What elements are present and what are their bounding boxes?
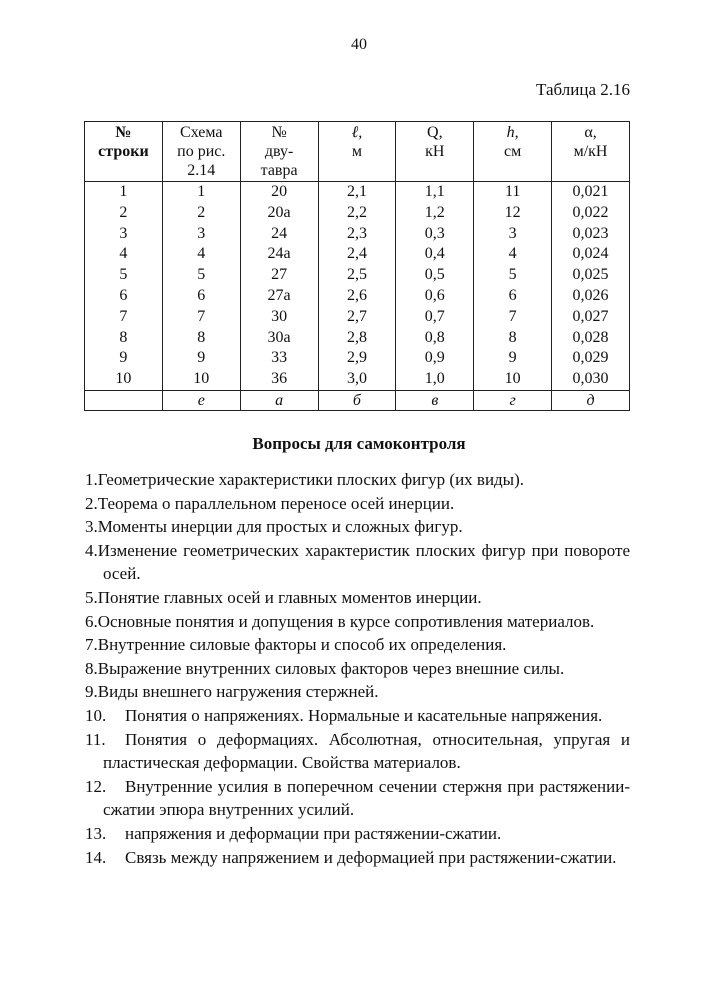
question-item [85,610,630,634]
table-cell: 3,0 [318,369,396,390]
table-cell: 12 [474,203,552,224]
table-row [85,224,630,245]
table-cell: 0,5 [396,265,474,286]
question-item [85,728,630,775]
column-header [162,122,240,182]
table-cell: 30 [240,307,318,328]
questions-title: Вопросы для самоконтроля [252,434,466,453]
questions-list [85,468,630,869]
table-cell: 4 [85,244,163,265]
question-number: 10. [85,705,107,725]
table-footer-row [85,390,630,410]
table-cell: 1 [162,182,240,203]
column-header [240,122,318,182]
question-text: Моменты инерции для простых и сложных фигур. [97,517,463,537]
question-item [85,680,630,704]
table-cell: 3 [162,224,240,245]
table-cell: 0,024 [552,244,630,265]
table-cell: 9 [474,348,552,369]
column-header-line: строки [98,143,149,160]
question-item [85,586,630,610]
table-cell: 2,8 [318,328,396,349]
question-number: 14. [85,847,107,867]
table-cell: 5 [85,265,163,286]
table-cell: 0,029 [552,348,630,369]
data-table [84,121,630,411]
table-cell: 2,2 [318,203,396,224]
table-row [85,348,630,369]
table-row [85,307,630,328]
question-text: Внутренние силовые факторы и способ их определения. [97,635,507,655]
table-cell: 0,028 [552,328,630,349]
table-cell: 1,2 [396,203,474,224]
question-number: 7. [85,635,98,655]
table-cell: 33 [240,348,318,369]
question-item [85,657,630,681]
column-header [85,122,163,182]
question-item [85,704,630,728]
question-item [85,846,630,870]
column-header [396,122,474,182]
table-cell: 2,5 [318,265,396,286]
column-header-line: h, [506,124,519,141]
question-text: Геометрические характеристики плоских фигур (их виды). [97,470,525,489]
question-item [85,492,630,516]
table-cell: 1 [85,182,163,203]
column-header-line: кН [425,143,445,160]
table-cell: 0,030 [552,369,630,390]
table-cell: 2,1 [318,182,396,203]
table-cell: 8 [474,328,552,349]
table-cell: 1,0 [396,369,474,390]
question-number: 9. [85,682,98,702]
question-item [85,633,630,657]
table-cell: 20а [240,203,318,224]
table-row [85,328,630,349]
table-cell: 30а [240,328,318,349]
table-cell: 0,8 [396,328,474,349]
table-cell: 27а [240,286,318,307]
table-footer-cell: г [474,390,552,410]
table-cell: 0,7 [396,307,474,328]
table-cell: 10 [474,369,552,390]
table-cell: 7 [85,307,163,328]
question-text: Виды внешнего нагружения стержней. [97,682,379,702]
column-header-line: дву- [264,143,294,160]
question-number: 2. [85,493,98,513]
table-row [85,244,630,265]
table-row [85,203,630,224]
table-cell: 4 [162,244,240,265]
question-text: напряжения и деформации при растяжении-сжатии. [125,823,502,843]
question-text: Понятия о напряжениях. Нормальные и касательные напряжения. [125,705,603,725]
table-cell: 4 [474,244,552,265]
table-cell: 0,025 [552,265,630,286]
table-cell: 10 [162,369,240,390]
table-cell: 8 [85,328,163,349]
question-number: 8. [85,658,98,678]
column-header-line: α, [584,124,597,141]
table-cell: 10 [85,369,163,390]
table-row [85,369,630,390]
table-cell: 7 [474,307,552,328]
question-text: Выражение внутренних силовых факторов через внешние силы. [97,658,565,678]
table-cell: 27 [240,265,318,286]
question-number: 1. [85,470,98,489]
table-cell: 24 [240,224,318,245]
table-cell: 36 [240,369,318,390]
column-header-line: № [271,124,287,141]
column-header-line: Q, [427,124,443,141]
question-item [85,515,630,539]
column-header-line: тавра [260,162,298,179]
question-number: 5. [85,587,98,607]
column-header [318,122,396,182]
table-row [85,182,630,203]
table-cell: 0,026 [552,286,630,307]
table-cell: 0,022 [552,203,630,224]
table-row [85,265,630,286]
column-header-line: № [115,124,132,141]
table-cell: 0,023 [552,224,630,245]
column-header-line: по рис. [177,143,226,160]
table-cell: 1,1 [396,182,474,203]
table-cell: 2,7 [318,307,396,328]
table-cell: 3 [474,224,552,245]
table-cell: 6 [474,286,552,307]
question-number: 4. [85,540,98,560]
table-cell: 0,021 [552,182,630,203]
table-caption: Таблица 2.16 [536,80,630,99]
question-number: 3. [85,517,98,537]
table-cell: 0,3 [396,224,474,245]
table-cell: 6 [85,286,163,307]
table-footer-cell [85,390,163,410]
question-number: 12. [85,776,107,796]
question-item [85,539,630,586]
question-number: 13. [85,823,107,843]
column-header [552,122,630,182]
column-header-line: м/кН [573,143,608,160]
table-cell: 3 [85,224,163,245]
question-text: Понятия о деформациях. Абсолютная, относительная, упругая и пластическая деформации. Свойства материалов. [103,729,630,773]
table-footer-cell: е [162,390,240,410]
question-number: 11. [85,729,106,749]
question-text: Внутренние усилия в поперечном сечении стержня при растяжении-сжатии эпюра внутренних усилий. [103,776,630,820]
table-cell: 20 [240,182,318,203]
column-header-line: ℓ, [351,124,363,141]
table-cell: 9 [162,348,240,369]
table-cell: 5 [474,265,552,286]
question-text: Основные понятия и допущения в курсе сопротивления материалов. [97,611,595,631]
question-text: Связь между напряжением и деформацией при растяжении-сжатии. [125,847,617,867]
question-number: 6. [85,611,98,631]
table-footer-cell: а [240,390,318,410]
table-cell: 7 [162,307,240,328]
table-cell: 5 [162,265,240,286]
column-header-line: м [351,143,363,160]
table-cell: 0,6 [396,286,474,307]
table-row [85,286,630,307]
table-footer-cell: д [552,390,630,410]
question-text: Изменение геометрических характеристик плоских фигур при повороте осей. [97,540,630,584]
question-item [85,822,630,846]
table-cell: 6 [162,286,240,307]
table-cell: 2 [162,203,240,224]
table-header-row [85,122,630,182]
table-cell: 24а [240,244,318,265]
column-header-line: Схема [180,124,223,141]
question-item [85,468,630,492]
table-footer-cell: в [396,390,474,410]
table-cell: 2,6 [318,286,396,307]
table-cell: 0,9 [396,348,474,369]
table-cell: 2 [85,203,163,224]
column-header-line: см [504,143,522,160]
table-cell: 8 [162,328,240,349]
table-cell: 2,9 [318,348,396,369]
table-cell: 2,4 [318,244,396,265]
column-header [474,122,552,182]
question-text: Понятие главных осей и главных моментов инерции. [97,587,482,607]
table-footer-cell: б [318,390,396,410]
question-text: Теорема о параллельном переносе осей инерции. [97,493,455,513]
table-cell: 2,3 [318,224,396,245]
question-item [85,775,630,822]
page-number: 40 [351,36,367,53]
table-cell: 0,4 [396,244,474,265]
table-cell: 11 [474,182,552,203]
table-cell: 9 [85,348,163,369]
table-cell: 0,027 [552,307,630,328]
column-header-line: 2.14 [187,162,216,179]
